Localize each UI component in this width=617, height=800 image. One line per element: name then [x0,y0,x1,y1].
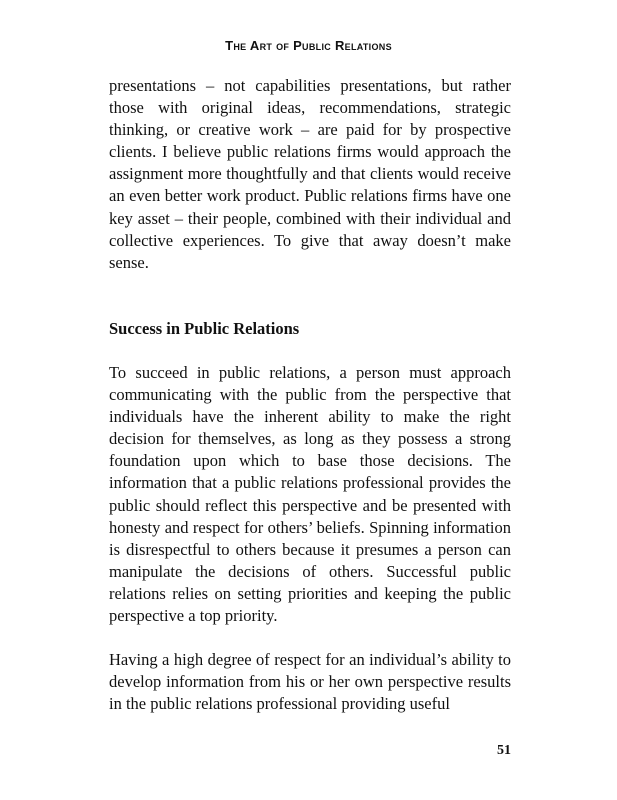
running-head: The Art of Public Relations [225,38,392,53]
body-paragraph-1: presentations – not capabilities presentations, but rather those with original ideas, recommendations, strategic thinking, or creative work – are paid for by prospective clients. I believe public relations firms would approach the assignment more thoughtfully and that clients would receive an even better work product. Public relations firms have one key asset – their people, combined with their individual and collective experiences. To give that away doesn’t make sense. [109,76,511,272]
body-paragraph-2: To succeed in public relations, a person must approach communicating with the public from the perspective that individuals have the inherent ability to make the right decision for themselves, as long as they possess a strong foundation upon which to base those decisions. The information that a public relations professional provides the public should reflect this perspective and be presented with honesty and respect for others’ beliefs. Spinning information is disrespectful to others because it presumes a person can manipulate the decisions of others. Successful public relations relies on setting priorities and keeping the public perspective a top priority. [109,363,511,626]
body-paragraph-3: Having a high degree of respect for an individual’s ability to develop information from his or her own perspective results in the public relations professional providing useful [109,650,511,714]
section-heading: Success in Public Relations [109,319,300,338]
page-number: 51 [497,743,511,758]
